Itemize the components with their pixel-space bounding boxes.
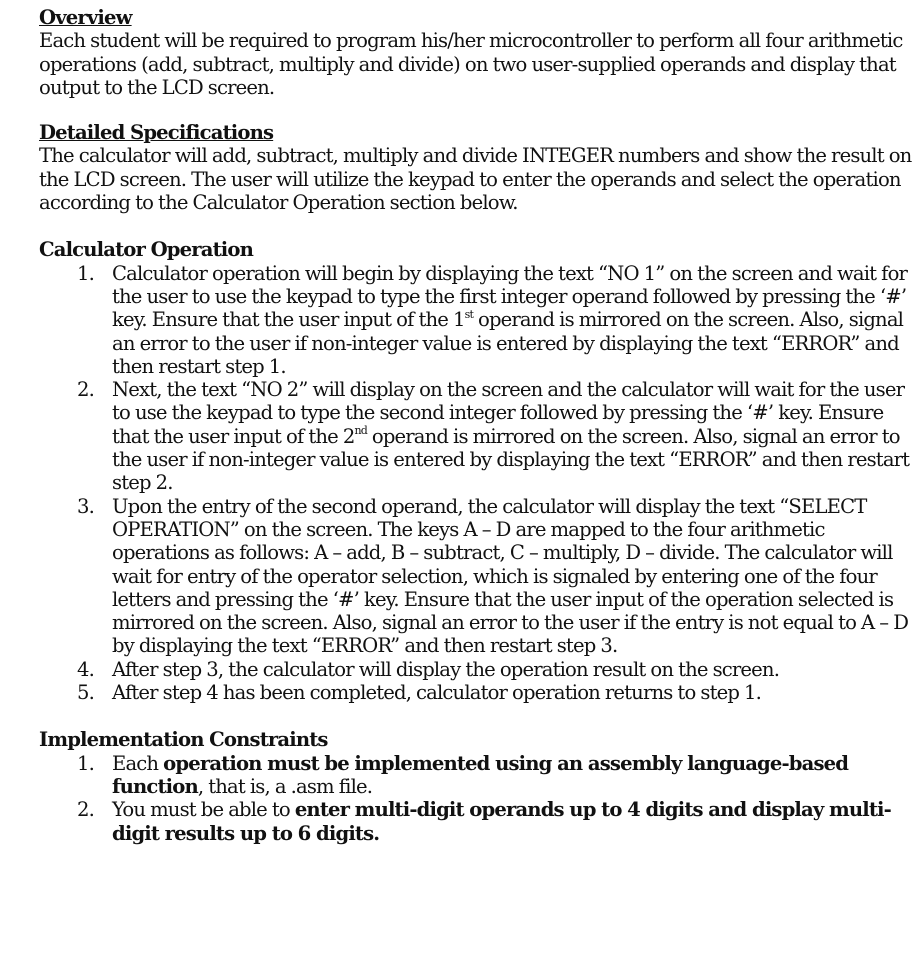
operation-heading: Calculator Operation xyxy=(39,238,253,262)
step-number: 3. xyxy=(77,494,94,518)
step-number: 2. xyxy=(77,378,94,402)
list-item xyxy=(39,798,917,845)
operation-steps xyxy=(39,262,917,705)
overview-text: Each student will be required to program his/her microcontroller to perform all four arithmetic operations (add, subtract, multiply and divide) on two user-supplied operands and display that output to the LCD screen. xyxy=(39,29,903,99)
specs-heading: Detailed Specifications xyxy=(39,121,274,145)
list-item xyxy=(39,262,917,378)
constraints-list xyxy=(39,752,917,845)
list-item xyxy=(39,658,917,681)
specs-section xyxy=(39,121,917,214)
step-text: Next, the text “NO 2” will display on the screen and the calculator will wait for the user to use the keypad to type the second integer followed by pressing the ‘#’ key. Ensure that the user input of the 2nd operand is mirrored on the screen. Also, signal an error to the user if non-integer value is entered by displaying the text “ERROR” and then restart step 2. xyxy=(112,378,910,495)
document-page xyxy=(39,6,917,845)
step-number: 4. xyxy=(77,657,94,681)
overview-section xyxy=(39,6,917,99)
specs-text: The calculator will add, subtract, multiply and divide INTEGER numbers and show the result on the LCD screen. The user will utilize the keypad to enter the operands and select the operation according to the Calculator Operation section below. xyxy=(39,144,912,215)
step-text: After step 3, the calculator will display the operation result on the screen. xyxy=(112,657,780,681)
constraint-number: 2. xyxy=(77,798,94,822)
step-number: 5. xyxy=(77,681,94,705)
constraint-text: You must be able to enter multi-digit operands up to 4 digits and display multi-digit results up to 6 digits. xyxy=(112,798,891,845)
step-text: Calculator operation will begin by displaying the text “NO 1” on the screen and wait for the user to use the keypad to type the first integer operand followed by pressing the ‘#’ key. Ensure that the user input of the 1st operand is mirrored on the screen. Also, signal an error to the user if non-integer value is entered by displaying the text “ERROR” and then restart step 1. xyxy=(112,261,908,378)
constraints-section xyxy=(39,728,917,844)
list-item xyxy=(39,378,917,494)
step-text: After step 4 has been completed, calculator operation returns to step 1. xyxy=(112,681,762,705)
step-text: Upon the entry of the second operand, the calculator will display the text “SELECT OPERATION” on the screen. The keys A – D are mapped to the four arithmetic operations as follows: A – add, B – subtract, C – multiply, D – divide. The calculator will wait for entry of the operator selection, which is signaled by entering one of the four letters and pressing the ‘#’ key. Ensure that the user input of the operation selected is mirrored on the screen. Also, signal an error to the user if the entry is not equal to A – D by displaying the text “ERROR” and then restart step 3. xyxy=(112,494,909,658)
constraints-heading: Implementation Constraints xyxy=(39,728,328,752)
list-item xyxy=(39,681,917,704)
list-item xyxy=(39,495,917,658)
step-number: 1. xyxy=(77,261,94,285)
constraint-text: Each operation must be implemented using an assembly language-based function, that is, a .asm file. xyxy=(112,751,849,798)
overview-heading: Overview xyxy=(39,6,132,29)
constraint-number: 1. xyxy=(77,751,94,775)
list-item xyxy=(39,752,917,799)
operation-section xyxy=(39,238,917,704)
